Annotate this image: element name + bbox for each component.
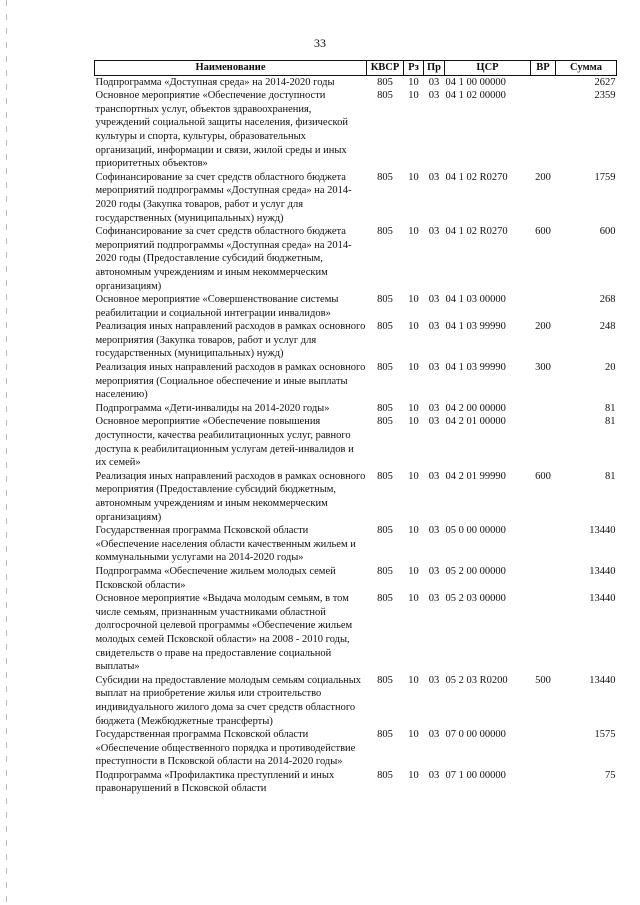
cell-sum: 75 bbox=[605, 769, 616, 781]
cell-pr: 03 bbox=[428, 769, 440, 781]
cell-pr: 03 bbox=[428, 525, 440, 537]
cell-pr: 03 bbox=[428, 76, 440, 88]
cell-rz: 10 bbox=[408, 171, 419, 183]
cell-sum: 81 bbox=[605, 402, 616, 414]
cell-vr bbox=[531, 769, 556, 796]
cell-csr: 04 1 03 99990 bbox=[445, 321, 506, 333]
cell-sum: 1575 bbox=[594, 729, 616, 741]
cell-rz: 10 bbox=[408, 769, 419, 781]
cell-vr: 200 bbox=[535, 321, 551, 333]
table-row bbox=[95, 402, 617, 416]
cell-name: Софинансирование за счет средств областного бюджета мероприятий подпрограммы «Доступная среда» на 2014-2020 годы (Закупка товаров, работ и услуг для государственных (муниципальных) нужд) bbox=[95, 171, 352, 224]
scan-edge-artifact bbox=[6, 0, 7, 905]
cell-csr: 07 1 00 00000 bbox=[445, 769, 506, 781]
cell-name: Государственная программа Псковской области «Обеспечение общественного порядка и противодействие преступности в Псковской области на 2014-2020 годы» bbox=[95, 729, 356, 768]
cell-pr: 03 bbox=[428, 470, 440, 482]
cell-sum: 600 bbox=[599, 226, 616, 238]
cell-rz: 10 bbox=[408, 416, 419, 428]
cell-sum: 20 bbox=[605, 362, 616, 374]
cell-sum: 2627 bbox=[594, 76, 616, 88]
cell-kvsr: 805 bbox=[377, 729, 393, 741]
cell-kvsr: 805 bbox=[377, 402, 393, 414]
cell-name: Субсидии на предоставление молодым семьям социальных выплат на приобретение жилья или строительство индивидуального жилого дома за счет средств областного бюджета (Межбюджетные трансферты) bbox=[95, 674, 362, 727]
cell-kvsr: 805 bbox=[377, 525, 393, 537]
cell-pr: 03 bbox=[428, 416, 440, 428]
cell-csr: 04 1 03 00000 bbox=[445, 294, 506, 306]
header-kvsr: КВСР bbox=[367, 61, 404, 76]
table-row bbox=[95, 171, 617, 225]
page-number: 33 bbox=[314, 36, 326, 50]
cell-pr: 03 bbox=[428, 674, 440, 686]
cell-rz: 10 bbox=[408, 593, 419, 605]
cell-csr: 07 0 00 00000 bbox=[445, 729, 506, 741]
table-row bbox=[95, 361, 617, 402]
cell-vr bbox=[531, 293, 556, 320]
cell-vr: 500 bbox=[535, 674, 551, 686]
header-pr: Пр bbox=[424, 61, 445, 76]
cell-name: Реализация иных направлений расходов в рамках основного мероприятия (Закупка товаров, работ и услуг для государственных (муниципальных) нужд) bbox=[95, 321, 366, 360]
cell-csr: 04 1 02 R0270 bbox=[445, 226, 508, 238]
cell-sum: 81 bbox=[605, 470, 616, 482]
cell-rz: 10 bbox=[408, 226, 419, 238]
cell-kvsr: 805 bbox=[377, 565, 393, 577]
cell-sum: 13440 bbox=[589, 525, 616, 537]
cell-csr: 04 2 01 00000 bbox=[445, 416, 506, 428]
cell-csr: 04 1 02 R0270 bbox=[445, 171, 508, 183]
cell-pr: 03 bbox=[428, 321, 440, 333]
cell-kvsr: 805 bbox=[377, 76, 393, 88]
cell-rz: 10 bbox=[408, 729, 419, 741]
cell-kvsr: 805 bbox=[377, 470, 393, 482]
cell-pr: 03 bbox=[428, 90, 440, 102]
cell-kvsr: 805 bbox=[377, 294, 393, 306]
cell-vr bbox=[531, 75, 556, 89]
cell-sum: 248 bbox=[599, 321, 616, 333]
cell-rz: 10 bbox=[408, 90, 419, 102]
cell-vr: 300 bbox=[535, 362, 551, 374]
cell-pr: 03 bbox=[428, 362, 440, 374]
table-row bbox=[95, 674, 617, 728]
cell-rz: 10 bbox=[408, 565, 419, 577]
cell-vr bbox=[531, 565, 556, 592]
cell-sum: 13440 bbox=[589, 593, 616, 605]
cell-csr: 04 2 01 99990 bbox=[445, 470, 506, 482]
cell-rz: 10 bbox=[408, 470, 419, 482]
cell-name: Государственная программа Псковской области «Обеспечение населения области качественным жильем и коммунальными услугами на 2014-2020 годы» bbox=[95, 525, 356, 564]
cell-csr: 05 0 00 00000 bbox=[445, 525, 506, 537]
cell-csr: 05 2 03 00000 bbox=[445, 593, 506, 605]
cell-pr: 03 bbox=[428, 565, 440, 577]
cell-pr: 03 bbox=[428, 593, 440, 605]
table-row bbox=[95, 293, 617, 320]
cell-sum: 268 bbox=[599, 294, 616, 306]
cell-pr: 03 bbox=[428, 226, 440, 238]
cell-sum: 13440 bbox=[589, 674, 616, 686]
cell-pr: 03 bbox=[428, 294, 440, 306]
table-row bbox=[95, 75, 617, 89]
cell-kvsr: 805 bbox=[377, 321, 393, 333]
table-row bbox=[95, 728, 617, 769]
cell-csr: 04 1 03 99990 bbox=[445, 362, 506, 374]
table-row bbox=[95, 320, 617, 361]
table-row bbox=[95, 524, 617, 565]
cell-kvsr: 805 bbox=[377, 362, 393, 374]
table-row bbox=[95, 225, 617, 293]
cell-vr: 600 bbox=[535, 470, 551, 482]
table-header bbox=[95, 61, 617, 76]
cell-vr bbox=[531, 592, 556, 674]
cell-rz: 10 bbox=[408, 674, 419, 686]
cell-csr: 04 2 00 00000 bbox=[445, 402, 506, 414]
cell-rz: 10 bbox=[408, 321, 419, 333]
cell-name: Софинансирование за счет средств областного бюджета мероприятий подпрограммы «Доступная среда» на 2014-2020 годы (Предоставление субсидий бюджетным, автономным учреждениям и иным некоммерческим организациям) bbox=[95, 226, 352, 292]
table-row bbox=[95, 89, 617, 171]
cell-vr: 600 bbox=[535, 226, 551, 238]
cell-name: Подпрограмма «Доступная среда» на 2014-2020 годы bbox=[95, 76, 335, 88]
cell-rz: 10 bbox=[408, 76, 419, 88]
table-row bbox=[95, 470, 617, 524]
cell-name: Подпрограмма «Профилактика преступлений и иных правонарушений в Псковской области bbox=[95, 769, 335, 795]
cell-name: Основное мероприятие «Обеспечение повышения доступности, качества реабилитационных услуг, равного доступа к реабилитационным услугам детей-инвалидов и их семей» bbox=[95, 416, 354, 469]
cell-vr bbox=[531, 402, 556, 416]
cell-rz: 10 bbox=[408, 525, 419, 537]
cell-vr bbox=[531, 728, 556, 769]
cell-vr bbox=[531, 415, 556, 469]
header-sum: Сумма bbox=[556, 61, 617, 76]
cell-csr: 04 1 00 00000 bbox=[445, 76, 506, 88]
cell-kvsr: 805 bbox=[377, 769, 393, 781]
table-row bbox=[95, 565, 617, 592]
cell-name: Основное мероприятие «Выдача молодым семьям, в том числе семьям, признанным участниками областной долгосрочной целевой программы «Обеспечение жильем молодых семей Псковской области» на 2008 - 2010 годы, свидетельств о праве на предоставление социальной выплаты» bbox=[95, 593, 353, 673]
cell-sum: 81 bbox=[605, 416, 616, 428]
cell-csr: 05 2 03 R0200 bbox=[445, 674, 508, 686]
table-body bbox=[95, 75, 617, 796]
cell-name: Подпрограмма «Обеспечение жильем молодых семей Псковской области» bbox=[95, 565, 336, 591]
cell-name: Подпрограмма «Дети-инвалиды на 2014-2020 годы» bbox=[95, 402, 330, 414]
cell-csr: 05 2 00 00000 bbox=[445, 565, 506, 577]
cell-kvsr: 805 bbox=[377, 674, 393, 686]
header-rz: Рз bbox=[404, 61, 424, 76]
cell-rz: 10 bbox=[408, 402, 419, 414]
cell-name: Реализация иных направлений расходов в рамках основного мероприятия (Социальное обеспечение и иные выплаты населению) bbox=[95, 362, 366, 401]
cell-vr: 200 bbox=[535, 171, 551, 183]
cell-vr bbox=[531, 524, 556, 565]
cell-kvsr: 805 bbox=[377, 171, 393, 183]
header-csr: ЦСР bbox=[445, 61, 531, 76]
cell-name: Основное мероприятие «Обеспечение доступности транспортных услуг, объектов здравоохранения, учреждений социальной защиты населения, физической культуры и спорта, культуры, образовательных организаций, информации и связи, жилой среды и иных приоритетных объектов» bbox=[95, 90, 348, 170]
cell-kvsr: 805 bbox=[377, 90, 393, 102]
cell-kvsr: 805 bbox=[377, 226, 393, 238]
cell-name: Основное мероприятие «Совершенствование системы реабилитации и социальной интеграции инвалидов» bbox=[95, 294, 339, 319]
table-row bbox=[95, 415, 617, 469]
cell-kvsr: 805 bbox=[377, 593, 393, 605]
header-vr: ВР bbox=[531, 61, 556, 76]
cell-vr bbox=[531, 89, 556, 171]
cell-csr: 04 1 02 00000 bbox=[445, 90, 506, 102]
cell-pr: 03 bbox=[428, 402, 440, 414]
budget-table bbox=[94, 60, 617, 796]
cell-sum: 2359 bbox=[594, 90, 616, 102]
cell-pr: 03 bbox=[428, 171, 440, 183]
table-row bbox=[95, 769, 617, 796]
cell-kvsr: 805 bbox=[377, 416, 393, 428]
table-row bbox=[95, 592, 617, 674]
cell-sum: 1759 bbox=[594, 171, 616, 183]
header-row bbox=[95, 61, 617, 76]
cell-pr: 03 bbox=[428, 729, 440, 741]
cell-rz: 10 bbox=[408, 294, 419, 306]
cell-sum: 13440 bbox=[589, 565, 616, 577]
cell-rz: 10 bbox=[408, 362, 419, 374]
cell-name: Реализация иных направлений расходов в рамках основного мероприятия (Предоставление субсидий бюджетным, автономным учреждениям и иным некоммерческим организациям) bbox=[95, 470, 366, 523]
header-name: Наименование bbox=[95, 61, 367, 76]
